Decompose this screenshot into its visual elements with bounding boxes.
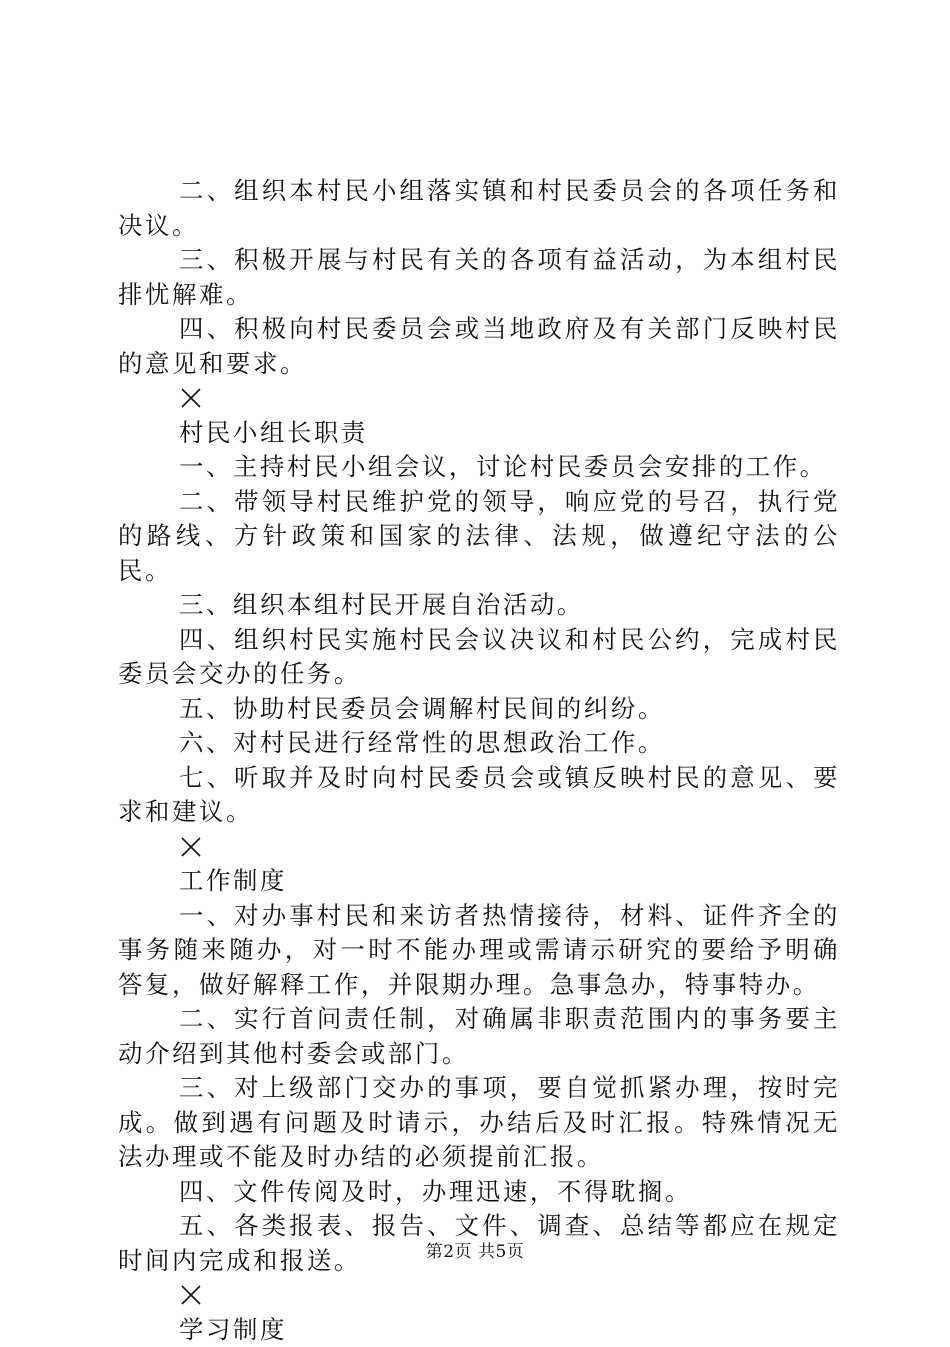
paragraph: 四、积极向村民委员会或当地政府及有关部门反映村民的意见和要求。	[118, 312, 840, 381]
section-title: 工作制度	[118, 864, 840, 899]
paragraph: 三、积极开展与村民有关的各项有益活动，为本组村民排忧解难。	[118, 243, 840, 312]
paragraph: 五、各类报表、报告、文件、调查、总结等都应在规定时间内完成和报送。	[118, 1209, 840, 1278]
paragraph: 七、听取并及时向村民委员会或镇反映村民的意见、要求和建议。	[118, 761, 840, 830]
section-separator	[118, 381, 840, 416]
section-title: 学习制度	[118, 1313, 840, 1347]
paragraph: 二、实行首问责任制，对确属非职责范围内的事务要主动介绍到其他村委会或部门。	[118, 1002, 840, 1071]
section-title: 村民小组长职责	[118, 416, 840, 451]
paragraph: 一、对办事村民和来访者热情接待，材料、证件齐全的事务随来随办，对一时不能办理或需请示研究的要给予明确答复，做好解释工作，并限期办理。急事急办，特事特办。	[118, 899, 840, 1003]
paragraph: 四、文件传阅及时，办理迅速，不得耽搁。	[118, 1175, 840, 1210]
page-footer: 第2页 共5页	[0, 1241, 950, 1263]
section-separator	[118, 830, 840, 865]
paragraph: 六、对村民进行经常性的思想政治工作。	[118, 726, 840, 761]
document-body	[118, 174, 840, 1347]
paragraph: 二、带领导村民维护党的领导，响应党的号召，执行党的路线、方针政策和国家的法律、法规，做遵纪守法的公民。	[118, 485, 840, 589]
paragraph: 一、主持村民小组会议，讨论村民委员会安排的工作。	[118, 450, 840, 485]
paragraph: 二、组织本村民小组落实镇和村民委员会的各项任务和决议。	[118, 174, 840, 243]
paragraph: 三、对上级部门交办的事项，要自觉抓紧办理，按时完成。做到遇有问题及时请示，办结后及时汇报。特殊情况无法办理或不能及时办结的必须提前汇报。	[118, 1071, 840, 1175]
close-x-icon	[181, 388, 201, 408]
paragraph: 三、组织本组村民开展自治活动。	[118, 588, 840, 623]
paragraph: 五、协助村民委员会调解村民间的纠纷。	[118, 692, 840, 727]
close-x-icon	[181, 837, 201, 857]
section-separator	[118, 1278, 840, 1313]
close-x-icon	[181, 1285, 201, 1305]
paragraph: 四、组织村民实施村民会议决议和村民公约，完成村民委员会交办的任务。	[118, 623, 840, 692]
